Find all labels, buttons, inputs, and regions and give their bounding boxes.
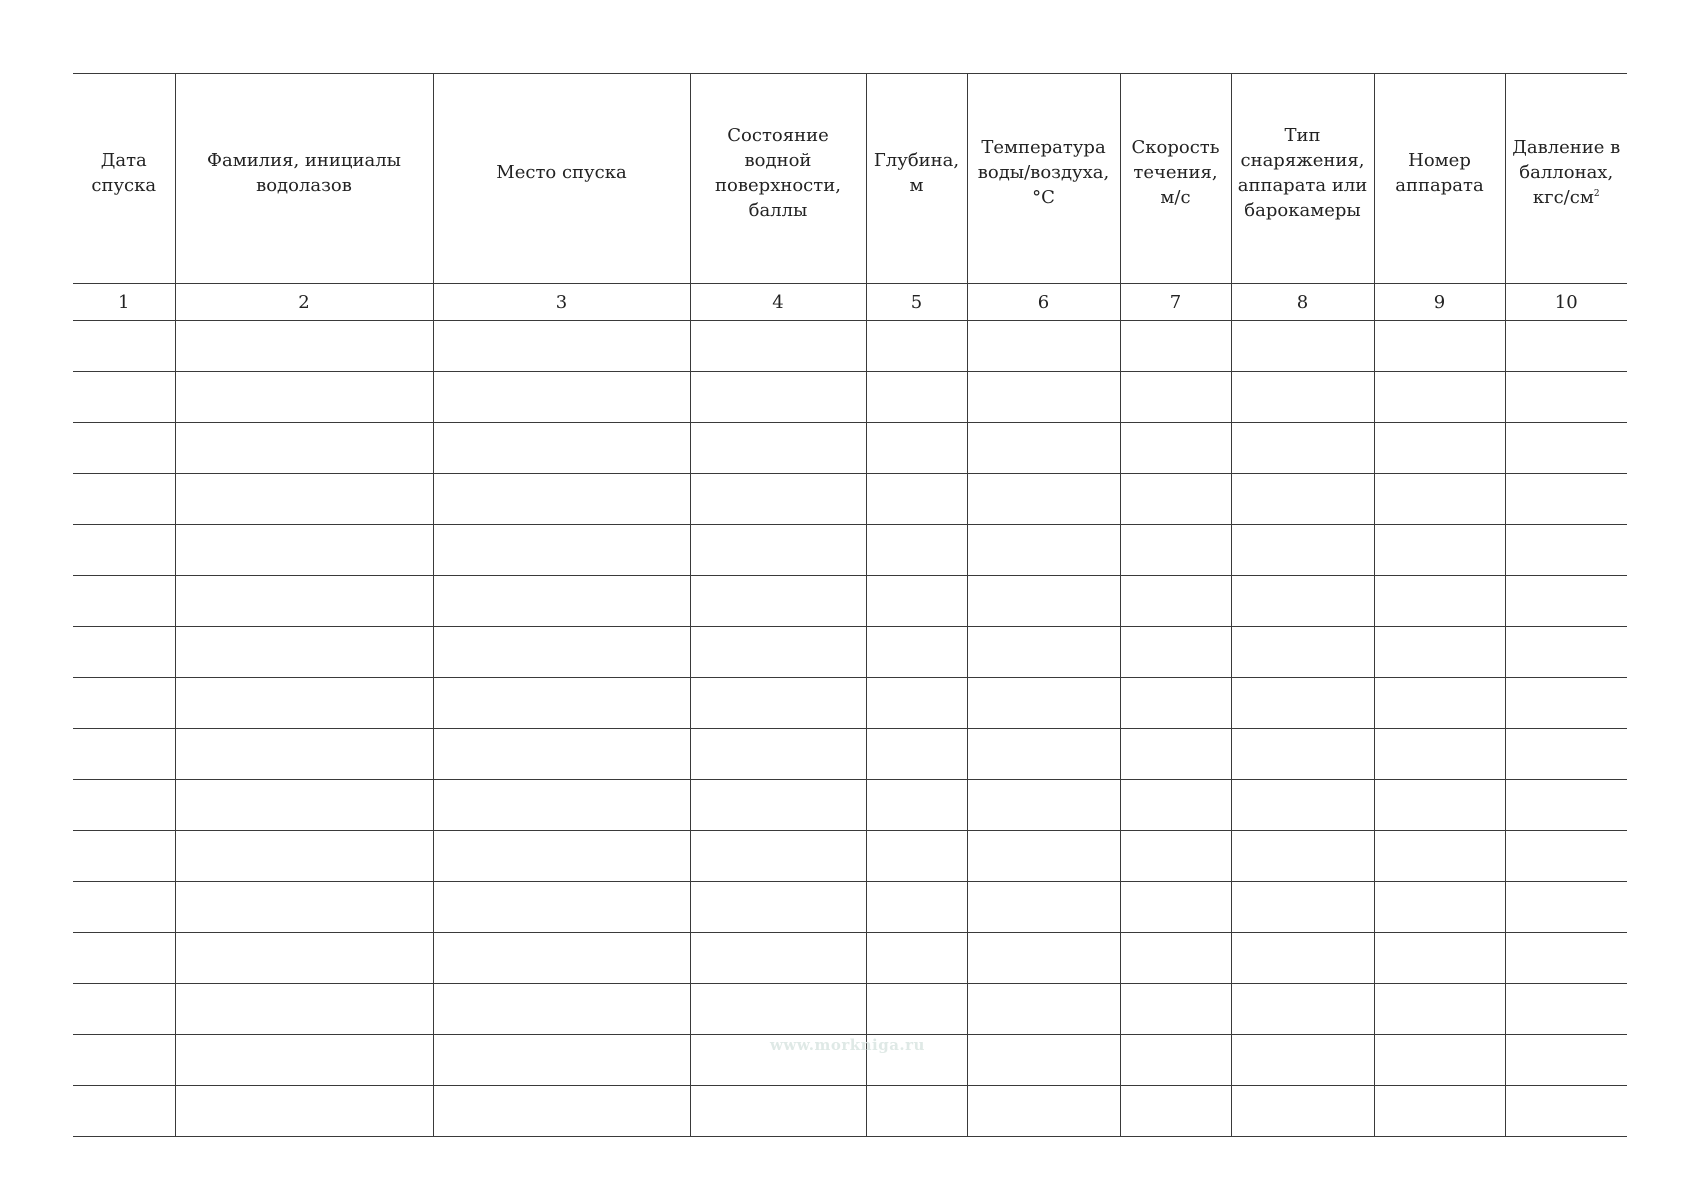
entry-cell[interactable] bbox=[73, 1086, 175, 1137]
entry-cell[interactable] bbox=[1120, 882, 1231, 933]
entry-cell[interactable] bbox=[175, 678, 433, 729]
entry-cell[interactable] bbox=[1231, 984, 1374, 1035]
entry-cell[interactable] bbox=[1231, 1035, 1374, 1086]
entry-cell[interactable] bbox=[1120, 321, 1231, 372]
table-row bbox=[73, 780, 1627, 831]
entry-cell[interactable] bbox=[1120, 372, 1231, 423]
entry-cell[interactable] bbox=[967, 627, 1120, 678]
entry-cell[interactable] bbox=[1505, 882, 1627, 933]
entry-cell[interactable] bbox=[1374, 729, 1505, 780]
entry-cell[interactable] bbox=[1120, 933, 1231, 984]
entry-cell[interactable] bbox=[1505, 423, 1627, 474]
entry-cell[interactable] bbox=[1505, 576, 1627, 627]
entry-cell[interactable] bbox=[1120, 984, 1231, 1035]
entry-cell[interactable] bbox=[1120, 780, 1231, 831]
entry-cell[interactable] bbox=[73, 372, 175, 423]
entry-cell[interactable] bbox=[690, 984, 866, 1035]
table-row bbox=[73, 933, 1627, 984]
entry-cell[interactable] bbox=[690, 576, 866, 627]
entry-cell[interactable] bbox=[1374, 474, 1505, 525]
column-number: 2 bbox=[175, 284, 433, 321]
entry-cell[interactable] bbox=[433, 831, 690, 882]
column-header-place: Место спуска bbox=[433, 74, 690, 284]
table-row bbox=[73, 678, 1627, 729]
entry-cell[interactable] bbox=[967, 576, 1120, 627]
entry-cell[interactable] bbox=[433, 321, 690, 372]
entry-cell[interactable] bbox=[1374, 780, 1505, 831]
table-row bbox=[73, 729, 1627, 780]
entry-cell[interactable] bbox=[175, 627, 433, 678]
entry-cell[interactable] bbox=[1231, 729, 1374, 780]
entry-cell[interactable] bbox=[1231, 780, 1374, 831]
entry-cell[interactable] bbox=[1374, 627, 1505, 678]
entry-cell[interactable] bbox=[690, 882, 866, 933]
entry-cell[interactable] bbox=[1120, 423, 1231, 474]
entry-cell[interactable] bbox=[73, 627, 175, 678]
column-header-equipment-type: Тип снаряжения, аппарата или барокамеры bbox=[1231, 74, 1374, 284]
entry-cell[interactable] bbox=[1120, 525, 1231, 576]
entry-cell[interactable] bbox=[690, 678, 866, 729]
entry-cell[interactable] bbox=[1505, 984, 1627, 1035]
entry-cell[interactable] bbox=[1231, 576, 1374, 627]
column-header-depth: Глубина, м bbox=[866, 74, 967, 284]
entry-cell[interactable] bbox=[433, 1035, 690, 1086]
column-number: 4 bbox=[690, 284, 866, 321]
entry-cell[interactable] bbox=[967, 525, 1120, 576]
entry-cell[interactable] bbox=[967, 729, 1120, 780]
entry-cell[interactable] bbox=[967, 678, 1120, 729]
entry-cell[interactable] bbox=[433, 729, 690, 780]
entry-cell[interactable] bbox=[690, 627, 866, 678]
entry-cell[interactable] bbox=[866, 423, 967, 474]
table-row bbox=[73, 576, 1627, 627]
entry-cell[interactable] bbox=[1505, 474, 1627, 525]
entry-cell[interactable] bbox=[1505, 627, 1627, 678]
column-header-pressure: Давление в баллонах, кгс/$см^2$ bbox=[1505, 74, 1627, 284]
entry-cell[interactable] bbox=[433, 372, 690, 423]
entry-cell[interactable] bbox=[1231, 1086, 1374, 1137]
column-number: 5 bbox=[866, 284, 967, 321]
entry-cell[interactable] bbox=[1374, 372, 1505, 423]
entry-cell[interactable] bbox=[1231, 882, 1374, 933]
entry-cell[interactable] bbox=[433, 1086, 690, 1137]
entry-cell[interactable] bbox=[73, 729, 175, 780]
entry-cell[interactable] bbox=[866, 474, 967, 525]
column-header-date: Дата спуска bbox=[73, 74, 175, 284]
entry-cell[interactable] bbox=[1374, 831, 1505, 882]
entry-cell[interactable] bbox=[175, 933, 433, 984]
entry-cell[interactable] bbox=[866, 780, 967, 831]
table-row bbox=[73, 525, 1627, 576]
entry-cell[interactable] bbox=[866, 627, 967, 678]
entry-cell[interactable] bbox=[967, 1035, 1120, 1086]
entry-cell[interactable] bbox=[967, 423, 1120, 474]
entry-cell[interactable] bbox=[1231, 627, 1374, 678]
entry-cell[interactable] bbox=[967, 780, 1120, 831]
entry-cell[interactable] bbox=[967, 984, 1120, 1035]
table-row bbox=[73, 831, 1627, 882]
log-entries bbox=[73, 321, 1627, 1137]
entry-cell[interactable] bbox=[73, 984, 175, 1035]
entry-cell[interactable] bbox=[690, 423, 866, 474]
entry-cell[interactable] bbox=[1374, 1086, 1505, 1137]
entry-cell[interactable] bbox=[690, 1086, 866, 1137]
entry-cell[interactable] bbox=[73, 423, 175, 474]
entry-cell[interactable] bbox=[690, 780, 866, 831]
table-row bbox=[73, 423, 1627, 474]
entry-cell[interactable] bbox=[73, 780, 175, 831]
entry-cell[interactable] bbox=[175, 729, 433, 780]
entry-cell[interactable] bbox=[1374, 423, 1505, 474]
entry-cell[interactable] bbox=[967, 882, 1120, 933]
entry-cell[interactable] bbox=[967, 933, 1120, 984]
entry-cell[interactable] bbox=[1231, 423, 1374, 474]
entry-cell[interactable] bbox=[73, 678, 175, 729]
entry-cell[interactable] bbox=[175, 1086, 433, 1137]
column-number: 3 bbox=[433, 284, 690, 321]
entry-cell[interactable] bbox=[433, 933, 690, 984]
column-header-temperature: Температура воды/воздуха, °С bbox=[967, 74, 1120, 284]
entry-cell[interactable] bbox=[1120, 627, 1231, 678]
header-row bbox=[73, 74, 1627, 284]
entry-cell[interactable] bbox=[690, 933, 866, 984]
entry-cell[interactable] bbox=[967, 372, 1120, 423]
entry-cell[interactable] bbox=[73, 321, 175, 372]
table-row bbox=[73, 474, 1627, 525]
table-row bbox=[73, 627, 1627, 678]
entry-cell[interactable] bbox=[1120, 1086, 1231, 1137]
column-number: 9 bbox=[1374, 284, 1505, 321]
entry-cell[interactable] bbox=[866, 729, 967, 780]
entry-cell[interactable] bbox=[73, 525, 175, 576]
entry-cell[interactable] bbox=[1505, 321, 1627, 372]
column-number: 7 bbox=[1120, 284, 1231, 321]
entry-cell[interactable] bbox=[1505, 831, 1627, 882]
entry-cell[interactable] bbox=[690, 372, 866, 423]
entry-cell[interactable] bbox=[1505, 780, 1627, 831]
entry-cell[interactable] bbox=[73, 474, 175, 525]
entry-cell[interactable] bbox=[866, 933, 967, 984]
column-number: 6 bbox=[967, 284, 1120, 321]
entry-cell[interactable] bbox=[1374, 525, 1505, 576]
watermark: www.morkniga.ru bbox=[770, 1036, 925, 1054]
entry-cell[interactable] bbox=[690, 525, 866, 576]
entry-cell[interactable] bbox=[433, 525, 690, 576]
entry-cell[interactable] bbox=[73, 576, 175, 627]
entry-cell[interactable] bbox=[175, 321, 433, 372]
table-row bbox=[73, 1086, 1627, 1137]
table-row bbox=[73, 984, 1627, 1035]
entry-cell[interactable] bbox=[1231, 933, 1374, 984]
entry-cell[interactable] bbox=[73, 1035, 175, 1086]
entry-cell[interactable] bbox=[433, 627, 690, 678]
column-header-sea-state: Состояние водной поверхности, баллы bbox=[690, 74, 866, 284]
entry-cell[interactable] bbox=[175, 576, 433, 627]
entry-cell[interactable] bbox=[1374, 984, 1505, 1035]
table-row bbox=[73, 321, 1627, 372]
entry-cell[interactable] bbox=[1505, 372, 1627, 423]
entry-cell[interactable] bbox=[866, 831, 967, 882]
entry-cell[interactable] bbox=[1231, 831, 1374, 882]
entry-cell[interactable] bbox=[175, 525, 433, 576]
entry-cell[interactable] bbox=[690, 729, 866, 780]
entry-cell[interactable] bbox=[175, 780, 433, 831]
table-row bbox=[73, 372, 1627, 423]
entry-cell[interactable] bbox=[1374, 1035, 1505, 1086]
entry-cell[interactable] bbox=[433, 780, 690, 831]
column-number: 10 bbox=[1505, 284, 1627, 321]
column-number: 8 bbox=[1231, 284, 1374, 321]
column-header-current-speed: Скорость течения, м/с bbox=[1120, 74, 1231, 284]
entry-cell[interactable] bbox=[1231, 678, 1374, 729]
entry-cell[interactable] bbox=[1374, 576, 1505, 627]
entry-cell[interactable] bbox=[1505, 678, 1627, 729]
entry-cell[interactable] bbox=[866, 372, 967, 423]
entry-cell[interactable] bbox=[1120, 831, 1231, 882]
entry-cell[interactable] bbox=[866, 525, 967, 576]
entry-cell[interactable] bbox=[866, 882, 967, 933]
entry-cell[interactable] bbox=[866, 678, 967, 729]
entry-cell[interactable] bbox=[1120, 729, 1231, 780]
column-header-divers: Фамилия, инициалы водолазов bbox=[175, 74, 433, 284]
dive-log-table bbox=[73, 73, 1627, 1137]
entry-cell[interactable] bbox=[1120, 576, 1231, 627]
entry-cell[interactable] bbox=[433, 576, 690, 627]
entry-cell[interactable] bbox=[73, 933, 175, 984]
entry-cell[interactable] bbox=[175, 372, 433, 423]
pressure-unit-superscript: 2 bbox=[1593, 189, 1600, 199]
table-row bbox=[73, 882, 1627, 933]
entry-cell[interactable] bbox=[690, 831, 866, 882]
entry-cell[interactable] bbox=[1231, 372, 1374, 423]
column-number-row bbox=[73, 284, 1627, 321]
entry-cell[interactable] bbox=[175, 882, 433, 933]
entry-cell[interactable] bbox=[175, 1035, 433, 1086]
entry-cell[interactable] bbox=[433, 678, 690, 729]
entry-cell[interactable] bbox=[175, 831, 433, 882]
entry-cell[interactable] bbox=[433, 882, 690, 933]
entry-cell[interactable] bbox=[1374, 882, 1505, 933]
entry-cell[interactable] bbox=[73, 882, 175, 933]
entry-cell[interactable] bbox=[1505, 729, 1627, 780]
entry-cell[interactable] bbox=[866, 321, 967, 372]
entry-cell[interactable] bbox=[433, 474, 690, 525]
entry-cell[interactable] bbox=[175, 474, 433, 525]
entry-cell[interactable] bbox=[690, 474, 866, 525]
entry-cell[interactable] bbox=[1120, 678, 1231, 729]
entry-cell[interactable] bbox=[1374, 678, 1505, 729]
entry-cell[interactable] bbox=[175, 423, 433, 474]
entry-cell[interactable] bbox=[967, 321, 1120, 372]
entry-cell[interactable] bbox=[1374, 933, 1505, 984]
entry-cell[interactable] bbox=[73, 831, 175, 882]
entry-cell[interactable] bbox=[866, 1086, 967, 1137]
entry-cell[interactable] bbox=[1231, 474, 1374, 525]
entry-cell[interactable] bbox=[1120, 1035, 1231, 1086]
entry-cell[interactable] bbox=[1231, 321, 1374, 372]
entry-cell[interactable] bbox=[1505, 933, 1627, 984]
entry-cell[interactable] bbox=[967, 1086, 1120, 1137]
column-header-apparatus-number: Номер аппарата bbox=[1374, 74, 1505, 284]
entry-cell[interactable] bbox=[1231, 525, 1374, 576]
entry-cell[interactable] bbox=[175, 984, 433, 1035]
entry-cell[interactable] bbox=[1374, 321, 1505, 372]
entry-cell[interactable] bbox=[866, 576, 967, 627]
entry-cell[interactable] bbox=[866, 984, 967, 1035]
entry-cell[interactable] bbox=[1505, 1035, 1627, 1086]
entry-cell[interactable] bbox=[967, 474, 1120, 525]
entry-cell[interactable] bbox=[433, 984, 690, 1035]
entry-cell[interactable] bbox=[1505, 1086, 1627, 1137]
entry-cell[interactable] bbox=[433, 423, 690, 474]
entry-cell[interactable] bbox=[1120, 474, 1231, 525]
entry-cell[interactable] bbox=[690, 321, 866, 372]
entry-cell[interactable] bbox=[967, 831, 1120, 882]
entry-cell[interactable] bbox=[1505, 525, 1627, 576]
column-number: 1 bbox=[73, 284, 175, 321]
